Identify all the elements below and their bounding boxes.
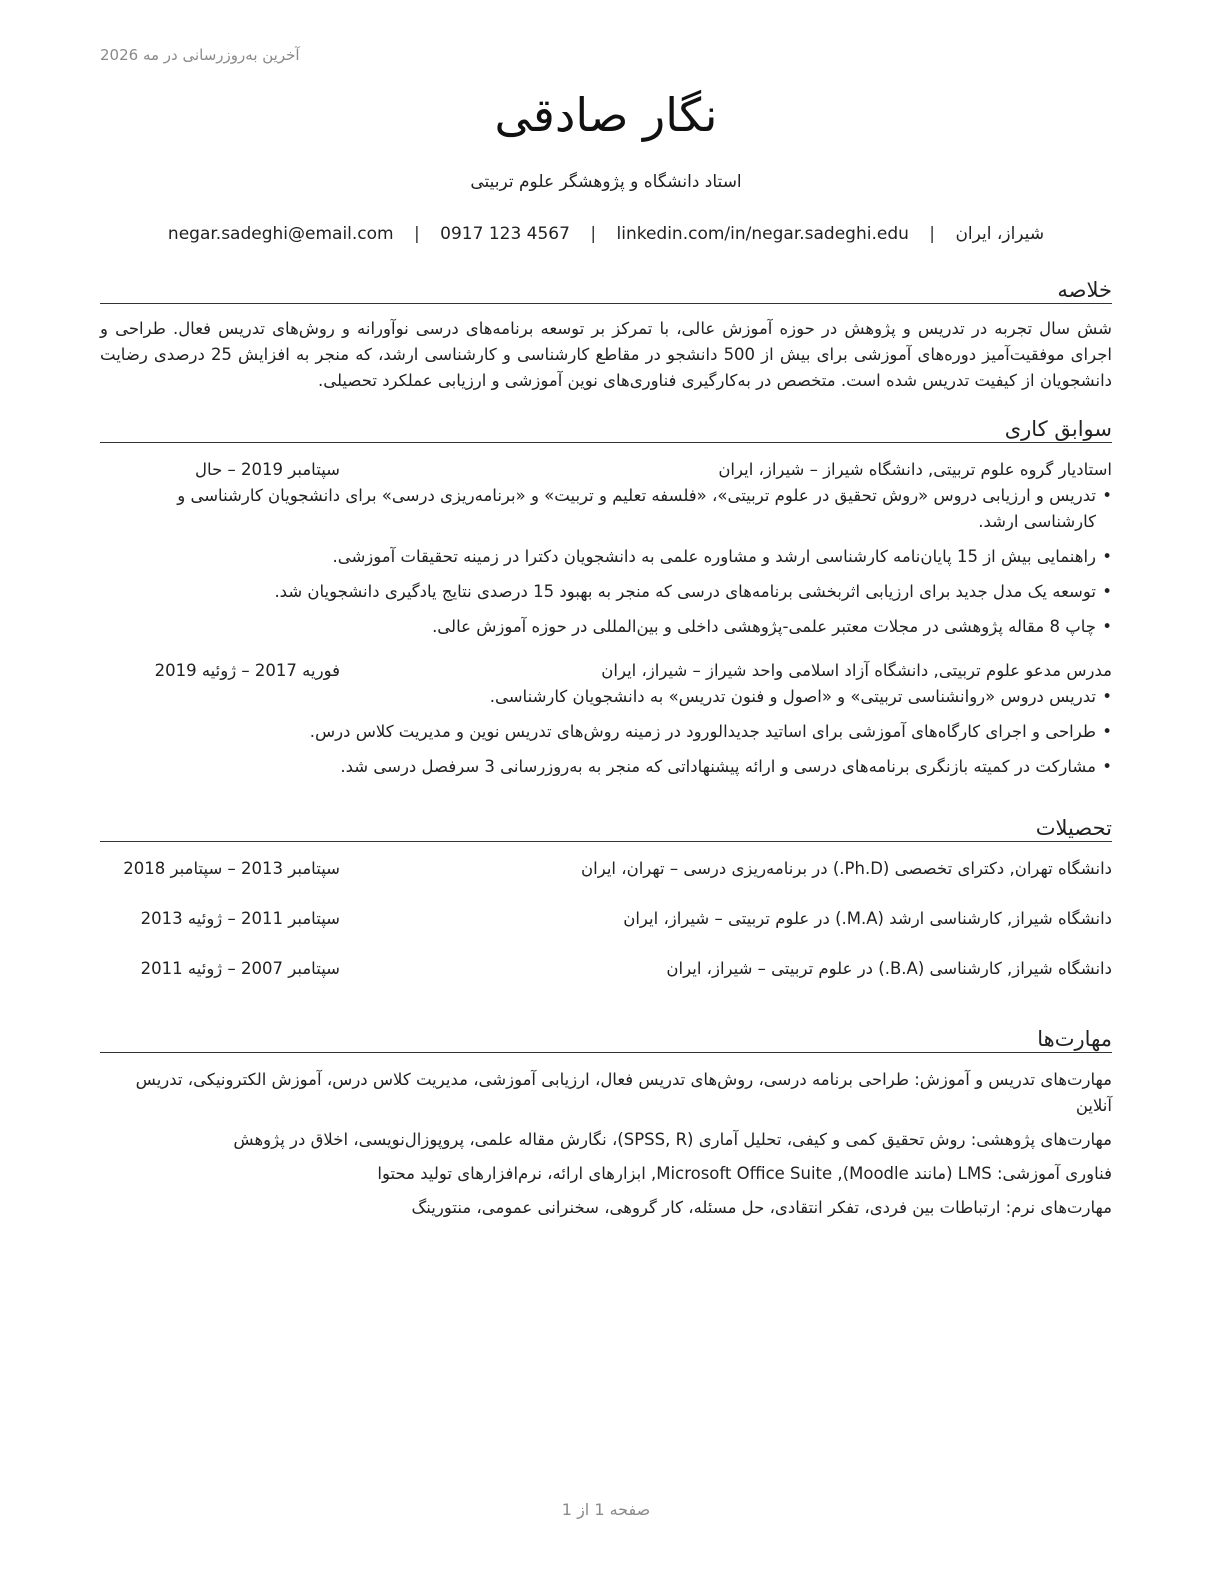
job-date: سپتامبر 2019 – حال bbox=[195, 460, 340, 479]
degree-date: سپتامبر 2007 – ژوئیه 2011 bbox=[140, 959, 340, 978]
job-bullet: • طراحی و اجرای کارگاه‌های آموزشی برای اساتید جدیدالورود در زمینه روش‌های تدریس نوین و مدیریت کلاس درس. bbox=[100, 719, 1112, 745]
skill-line: مهارت‌های تدریس و آموزش: طراحی برنامه درسی، روش‌های تدریس فعال، ارزیابی آموزشی، مدیریت کلاس درس، آموزش الکترونیکی، تدریس آنلاین bbox=[135, 1070, 1112, 1115]
skill-line: مهارت‌های نرم: ارتباطات بین فردی، تفکر انتقادی، حل مسئله، کار گروهی، سخنرانی عمومی، منتورینگ bbox=[411, 1198, 1112, 1217]
contact-separator: | bbox=[590, 224, 597, 244]
job-bullet: • توسعه یک مدل جدید برای ارزیابی اثربخشی برنامه‌های درسی که منجر به بهبود 15 درصدی نتایج یادگیری دانشجویان شد. bbox=[100, 579, 1112, 605]
contact-separator: | bbox=[929, 224, 936, 244]
education-section bbox=[100, 815, 1112, 982]
job-bullet: • تدریس دروس «روانشناسی تربیتی» و «اصول و فنون تدریس» به دانشجویان کارشناسی. bbox=[100, 684, 1112, 710]
job-bullet: • راهنمایی بیش از 15 پایان‌نامه کارشناسی ارشد و مشاوره علمی به دانشجویان دکترا در زمینه تحقیقات آموزشی. bbox=[100, 544, 1112, 570]
section-title-summary: خلاصه bbox=[100, 277, 1112, 304]
job-bullet: • تدریس و ارزیابی دروس «روش تحقیق در علوم تربیتی»، «فلسفه تعلیم و تربیت» و «برنامه‌ریزی درسی» برای دانشجویان کارشناسی و کارشناسی ارشد. bbox=[100, 483, 1112, 535]
contact-email[interactable]: negar.sadeghi@email.com bbox=[167, 224, 394, 244]
contact-separator: | bbox=[414, 224, 420, 244]
education-item bbox=[100, 856, 1112, 882]
job-entry bbox=[100, 457, 1112, 640]
summary-section bbox=[100, 277, 1112, 394]
page-number: صفحه 1 از 1 bbox=[561, 1500, 651, 1519]
job-bullets bbox=[100, 483, 1112, 640]
section-title-skills: مهارت‌ها bbox=[100, 1026, 1112, 1053]
job-date: فوریه 2017 – ژوئیه 2019 bbox=[154, 661, 340, 680]
degree-date: سپتامبر 2011 – ژوئیه 2013 bbox=[140, 909, 340, 928]
contact-location: شیراز، ایران bbox=[955, 224, 1045, 244]
contact-phone[interactable]: 0917 123 4567 bbox=[440, 224, 570, 244]
resume-page bbox=[100, 0, 1112, 1584]
person-name: نگار صادقی bbox=[494, 88, 718, 142]
job-bullets bbox=[100, 684, 1112, 780]
job-bullet: • مشارکت در کمیته بازنگری برنامه‌های درسی و ارائه پیشنهاداتی که منجر به به‌روزرسانی 3 سرفصل درسی شد. bbox=[100, 754, 1112, 780]
job-title: مدرس مدعو علوم تربیتی, دانشگاه آزاد اسلامی واحد شیراز – شیراز، ایران bbox=[601, 661, 1112, 680]
job-bullet: • چاپ 8 مقاله پژوهشی در مجلات معتبر علمی-پژوهشی داخلی و بین‌المللی در حوزه آموزش عالی. bbox=[100, 614, 1112, 640]
job-entry bbox=[100, 658, 1112, 780]
job-subtitle: استاد دانشگاه و پژوهشگر علوم تربیتی bbox=[470, 172, 742, 192]
skill-line: مهارت‌های پژوهشی: روش تحقیق کمی و کیفی، تحلیل آماری (SPSS, R)، نگارش مقاله علمی، پروپوزال‌نویسی، اخلاق در پژوهش bbox=[233, 1130, 1112, 1149]
contact-line bbox=[100, 224, 1112, 244]
degree-title: دانشگاه شیراز, کارشناسی (B.A.) در علوم تربیتی – شیراز، ایران bbox=[666, 959, 1112, 978]
skills-section bbox=[100, 1026, 1112, 1229]
section-title-experience: سوابق کاری bbox=[100, 416, 1112, 443]
contact-linkedin[interactable]: linkedin.com/in/negar.sadeghi.edu bbox=[616, 224, 909, 244]
skill-line: فناوری آموزشی: LMS (مانند Moodle), Microsoft Office Suite, ابزارهای ارائه، نرم‌افزارهای تولید محتوا bbox=[377, 1164, 1112, 1183]
education-item bbox=[100, 956, 1112, 982]
section-title-education: تحصیلات bbox=[100, 815, 1112, 842]
job-title: استادیار گروه علوم تربیتی, دانشگاه شیراز – شیراز، ایران bbox=[718, 460, 1112, 479]
education-item bbox=[100, 906, 1112, 932]
experience-section bbox=[100, 416, 1112, 789]
degree-date: سپتامبر 2013 – سپتامبر 2018 bbox=[123, 859, 340, 878]
degree-title: دانشگاه تهران, دکترای تخصصی (Ph.D.) در برنامه‌ریزی درسی – تهران، ایران bbox=[581, 859, 1112, 878]
last-updated-note: آخرین به‌روزرسانی در مه 2026 bbox=[100, 46, 300, 64]
summary-text: شش سال تجربه در تدریس و پژوهش در حوزه آموزش عالی، با تمرکز بر توسعه برنامه‌های درسی نوآورانه و روش‌های تدریس فعال. طراحی و اجرای موفقیت‌آمیز دوره‌های آموزشی برای بیش از 500 دانشجو در مقاطع کارشناسی و کارشناسی ارشد، که منجر به افزایش 25 درصدی رضایت دانشجویان از کیفیت تدریس شده است. متخصص در به‌کارگیری فناوری‌های نوین آموزشی و ارزیابی عملکرد تحصیلی. bbox=[100, 319, 1112, 390]
degree-title: دانشگاه شیراز, کارشناسی ارشد (M.A.) در علوم تربیتی – شیراز، ایران bbox=[623, 909, 1112, 928]
